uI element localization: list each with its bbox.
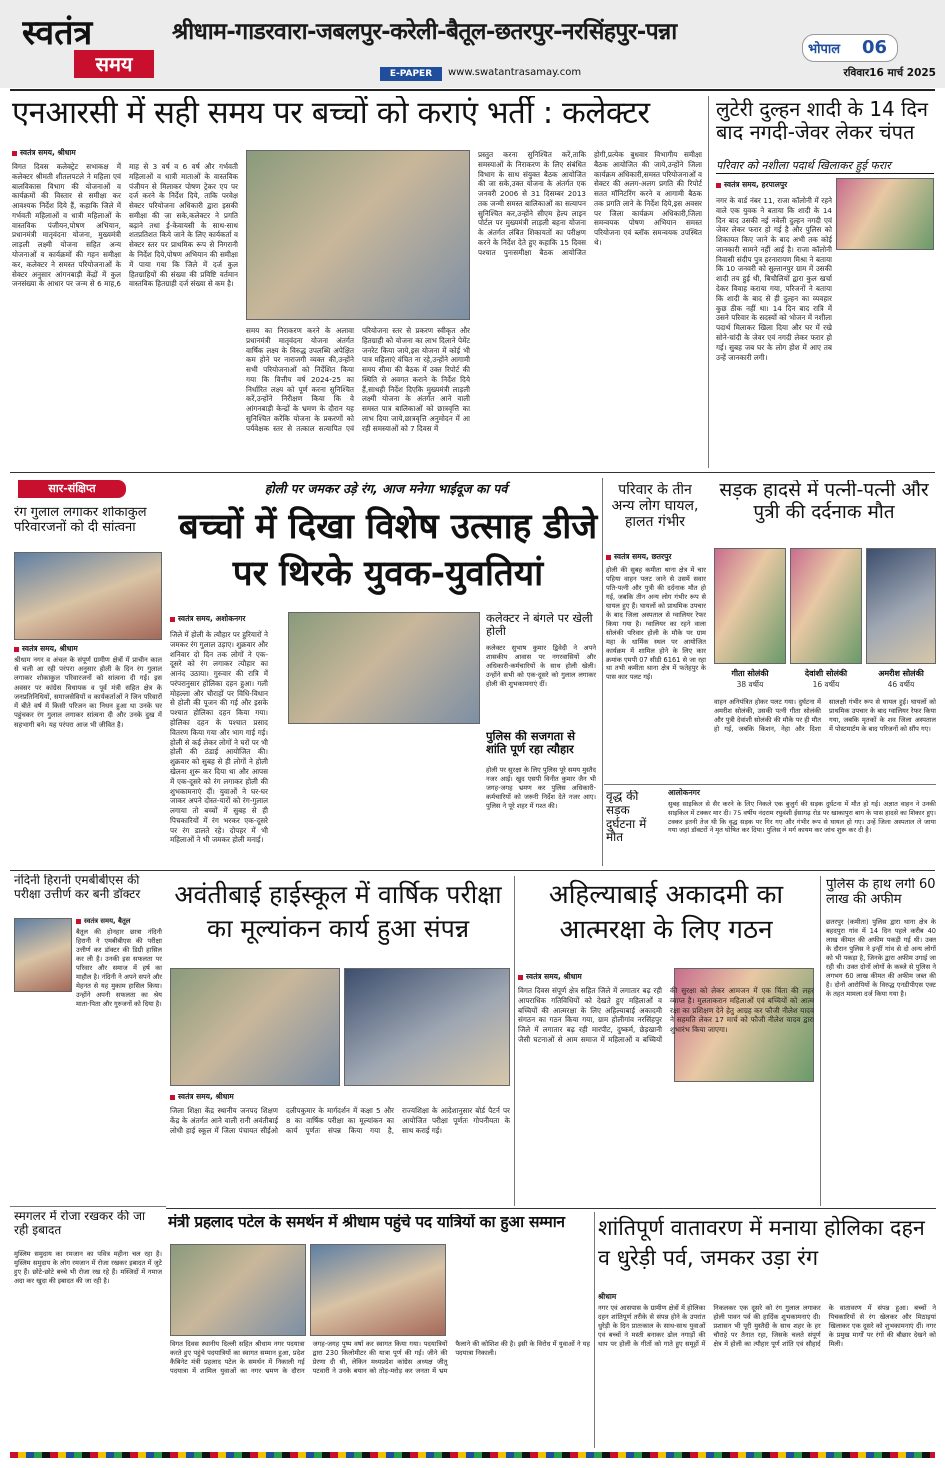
prahlad-photo-2 xyxy=(310,1244,446,1336)
victim-name-3: अमरीश सोलंकी xyxy=(878,669,924,678)
route-banner: श्रीधाम-गाडरवारा-जबलपुर-करेली-बैतूल-छतरपुर-नरसिंहपुर-पन्ना xyxy=(172,19,677,45)
vridh-byline: आलोकनगर xyxy=(668,788,700,797)
victim-name-2: देवांशी सोलंकी xyxy=(804,669,848,678)
holi-headline: बच्चों में दिखा विशेष उत्साह डीजे पर थिरके युवक-युवतियां xyxy=(178,507,598,595)
logo-top: स्वतंत्र xyxy=(22,13,93,50)
issue-date: रविवार16 मार्च 2025 xyxy=(843,67,936,79)
avanti-text: जिला शिक्षा केंद्र स्थानीय जनपद शिक्षण केंद्र के अंतर्गत आने वाली रानी अवंतीबाई लोधी हाई स्कूल में जिला पंचायत सीईओ दलीपकुमार के मार्गदर्शन में कक्षा 5 और 8 का वार्षिक परीक्षा का मूल्यांकन का कार्य पूर्णतः संपन्न किया गया है, राज्यशिक्षा के आदेशानुसार बोर्ड पैटर्न पर आयोजित परीक्षा पूर्णतः गोपनीयता के साथ कराई गई। xyxy=(170,1106,510,1135)
saar-byline: स्वतंत्र समय, श्रीधाम xyxy=(14,644,162,656)
avanti-headline: अवंतीबाई हाईस्कूल में वार्षिक परीक्षा का मूल्यांकन कार्य हुआ संपन्न xyxy=(174,880,502,943)
afim-headline: पुलिस के हाथ लगी 60 लाख की अफीम xyxy=(826,878,936,907)
site-url[interactable]: www.swatantrasamay.com xyxy=(448,67,582,78)
afim-text: छतरपुर (कमीता) पुलिस द्वारा थाना क्षेत्र के बहदपुरा गांव में 14 दिन पहले करीब 40 लाख कीमत की अफीम पकड़ी गई थी। उक्त के दौरान पुलिस ने इन्हीं गांव से दो अन्य लोगों को भी पकड़ा है, जिनके द्वारा अफीम उगाई जा रही थी। उक्त दोनों लोगों के कब्जे से पुलिस ने लगभग 60 लाख कीमत की अफीम जब्त की है। दोनों आरोपियों के विरुद्ध एनडीपीएस एक्ट के तहत मामला दर्ज किया गया है। xyxy=(826,918,936,998)
lead-text-a: विगत दिवस कलेक्ट्रेट सभाकक्ष में कलेक्टर श्रीमती शीतलपटले ने महिला एवं बालविकास विभाग की योजनाओं व कार्यक्रमों की विस्तार से समीक्षा कर आवश्यक निर्देश दिये हैं, कहाकि जिले में गर्भवती महिलाओं व धात्री महिलाओं के वास्तविक पंजीयन,पोषण अभियान, प्रधानमंत्री मातृवंदना योजना, मुख्यमंत्री लाड़ली लक्ष्मी योजना सहित अन्य योजनाओं व कार्यक्रमों की गहन समीक्षा कर, कलेक्टर ने समस्त परियोजनाओं के सेक्टर अनुसार आंगनबाड़ी केंद्रों में कुल जनसंख्या के आधार पर जन्म से 6 माह,6 माह से 3 वर्ष व 6 वर्ष और गर्भवती महिलाओं व धात्री माताओं के वास्तविक पंजीयन से मिलाकर पोषण ट्रेकर एप पर दर्ज करने के निर्देश दिये, ताकि परवेक्ष सेक्टर परियोजना अधिकारी द्वारा इसकी समीक्षा की जा सके,कलेक्टर ने प्रगति बढ़ाने तथा ई-केवायसी के साथ-साथ शतप्रतिशत किये जाने के लिए कार्यकर्ता व सेक्टर स्तर पर प्राथमिक रूप से निगरानी के निर्देश दिये,पोषण अभियान की समीक्षा में पाया गया कि जिले में दर्ज कुल हितग्राहियों की संख्या की प्रविष्टि वर्तमान वास्तविक हितग्राही दर्ज संख्या से कम है। xyxy=(12,162,238,289)
dulhan-subhead: परिवार को नशीला पदार्थ खिलाकर हुई फरार xyxy=(716,158,934,174)
vridh-text: सुबह साइकिल से सैर करने के लिए निकले एक बुजुर्ग की सड़क दुर्घटना में मौत हो गई। अज्ञात वाहन ने उनकी साइकिल में टक्कर मार दी। 75 वर्षीय नंदराम रघुवंशी ईसागढ़ रोड पर खाकापुरा बाग के पास हादसे का शिकार हुए। टक्कर इतनी तेज थी कि वृद्ध सड़क पर गिर गए और गंभीर रूप से घायल हो गए। उन्हें जिला अस्पताल ले जाया गया जहां डॉक्टरों ने मृत घोषित कर दिया। पुलिस ने मर्ग कायम कर जांच शुरू कर दी है। xyxy=(668,800,936,835)
bottom-color-strip xyxy=(10,1452,935,1458)
lead-meeting-photo xyxy=(246,150,470,320)
dulhan-headline: लुटेरी दुल्हन शादी के 14 दिन बाद नगदी-जेवर लेकर चंपत xyxy=(716,98,929,144)
vridh-headline: वृद्ध की सड़क दुर्घटना में मौत xyxy=(606,790,647,845)
dulhan-couple-photo xyxy=(836,178,934,250)
parivar-byline: स्वतंत्र समय, छतरपुर xyxy=(606,552,710,564)
shanti-byline: श्रीधाम xyxy=(598,1292,617,1301)
victim-age-1: 38 वर्षीय xyxy=(736,680,764,689)
prahlad-photo-1 xyxy=(170,1244,306,1336)
holi-byline: स्वतंत्र समय, अशोकनगर xyxy=(170,614,330,626)
lead-headline: एनआरसी में सही समय पर बच्चों को कराएं भर्ती : कलेक्टर xyxy=(12,96,650,131)
victim-age-2: 16 वर्षीय xyxy=(812,680,840,689)
avanti-photo-2 xyxy=(344,968,510,1086)
lead-text-b: समय का निराकरण करने के अलावा प्रधानमंत्री मातृवंदना योजना अंतर्गत वार्षिक लक्ष्य के विरुद्ध उपलब्धि अपेक्षित कम होने पर नाराजगी व्यक्त की,उन्होंने सभी परियोजनाओं को निर्देशित किया गया कि वित्तीय वर्ष 2024-25 का निर्धारित लक्ष्य को पूर्ण करना सुनिश्चित करें,उन्होंने निरीक्षण किया कि वे आंगनबाड़ी केन्द्रों के भ्रमण के दौरान यह सुनिश्चित करेंकि योजना के प्रकरणों को पर्यवेक्षक स्तर से तत्काल सत्यापित एवं परियोजना स्तर से प्रकरण स्वीकृत और हितग्राही को योजना का लाभ दिलाने पेमेंट जनरेट किया जाये,इस योजना में कोई भी पात्र महिलाएं वंचित ना रहे,उन्होंने आगामी समय सीमा की बैठक में उक्त रिपोर्ट की स्थिति से अवगत कराने के निर्देश दिये हैं,साथही निर्देश दिएकि मुख्यमंत्री लाड़ली लक्ष्मी योजना के अंतर्गत आने वाली समस्त पात्र बालिकाओं को छात्रवृत्ति का लाभ दिया जाये,छात्रवृत्ति अनुमोदन में आ रही समस्याओं को 7 दिवस में xyxy=(246,326,470,433)
victim-name-1: गीता सोलंकी xyxy=(731,669,769,678)
shanti-headline: शांतिपूर्ण वातावरण में मनाया होलिका दहन व धुरेड़ी पर्व, जमकर उड़ा रंग xyxy=(598,1216,925,1272)
saar-photo xyxy=(14,552,162,640)
holi-text: जिले में होली के त्यौहार पर हुरियारों ने जमकर रंग गुलाल उड़ाए। शुक्रवार और शनिवार दो दिन तक लोगों ने एक-दूसरे को रंग लगाकर त्यौहार का आनंद उठाया। गुरुवार की रात्रि में परंपरानुसार होलिका दहन हुआ। गली मोहल्ला और चौराहों पर विधि-विधान से होली की पूजन की गई और इसके पश्चात होलिका दहन किया गया। होलिका दहन के पश्चात प्रसाद वितरण किया गया और भाग गाई गई। होली से कई लेकर लोगों ने घरों पर भी होली की ठंडाई आयोजित की। शुक्रवार को सुबह से ही लोगों ने होली खेलना शुरू कर दिया था और आपस में एक-दूसरे को रंग लगाकर होली की शुभकामनाएं दीं। युवाओं ने घर-घर जाकर अपने दोस्त-यारों को रंग-गुलाल लगाया तो बच्चों में सुबह से ही पिचकारियों में रंग भरकर एक-दूसरे पर रंग डालते रहे। दोपहर में भी महिलाओं ने भी जमकर होली मनाई। xyxy=(170,630,268,845)
nandini-headline: नंदिनी हिरानी एमबीबीएस की परीक्षा उत्तीर्ण कर बनी डॉक्टर xyxy=(14,874,141,901)
police-holi-headline: पुलिस की सजगता से शांति पूर्ण रहा त्यौहार xyxy=(486,730,575,757)
victim-age-3: 46 वर्षीय xyxy=(887,680,915,689)
smuggler-headline: स्मगलर में रोजा रखकर की जा रही इबादत xyxy=(14,1210,146,1237)
saar-label: सार-संक्षिप्त xyxy=(18,480,126,498)
prahlad-text: विगत दिवस स्थानीय दिल्ली सहित श्रीधाम नगर पदयात्रा करते हुए पहुंचे पदयात्रियों का स्वागत सम्मान हुआ, प्रदेश कैबिनेट मंत्री प्रहलाद पटेल के समर्थन में निकाली गई पदयात्रा में शामिल युवाओं का नगर भ्रमण के दौरान जगह-जगह पुष्प वर्षा कर स्वागत किया गया। पदयात्रियों द्वारा 230 किलोमीटर की यात्रा पूर्ण की गई। जीने की प्रेरणा दी थी, लेकिन मध्यप्रदेश कांग्रेस अध्यक्ष जीतू पटवारी ने उनके बयान को तोड़-मरोड़ कर जनता में भ्रम फैलाने की कोशिश की है। इसी के विरोध में युवाओं ने यह पदयात्रा निकाली। xyxy=(170,1340,590,1375)
smuggler-text: मुस्लिम समुदाय का रमजान का पवित्र महीना चल रहा है। मुस्लिम समुदाय के लोग रमजान में रोजा रखकर इबादत में जुटे हुए हैं। छोटे-छोटे बच्चे भी रोजा रख रहे हैं। मस्जिदों में नमाज अदा कर खुदा की इबादत की जा रही है। xyxy=(14,1250,162,1285)
accident-photo-1 xyxy=(714,548,786,664)
saar-headline: रंग गुलाल लगाकर शोकाकुल परिवारजनों को दी सांत्वना xyxy=(14,506,147,535)
edition-label: भोपाल xyxy=(808,42,841,57)
nandini-photo xyxy=(14,918,72,992)
dulhan-byline: स्वतंत्र समय, हरपालपुर xyxy=(716,180,836,192)
avanti-byline: स्वतंत्र समय, श्रीधाम xyxy=(170,1092,330,1104)
collector-holi-headline: कलेक्टर ने बंगले पर खेली होली xyxy=(486,612,593,639)
nandini-text: बैतूल की होनहार छात्रा नंदिनी हिरानी ने एमबीबीएस की परीक्षा उत्तीर्ण कर डॉक्टर की डिग्री हासिल कर ली है। उनकी इस सफलता पर परिवार और समाज में हर्ष का माहौल है। नंदिनी ने अपने सपने और मेहनत से यह मुकाम हासिल किया। उन्होंने अपनी सफलता का श्रेय माता-पिता और गुरुजनों को दिया है। xyxy=(76,928,162,1008)
prahlad-headline: मंत्री प्रहलाद पटेल के समर्थन में श्रीधाम पहुंचे पद यात्रियों का हुआ सम्मान xyxy=(168,1214,565,1231)
lead-byline: स्वतंत्र समय, श्रीधाम xyxy=(12,148,192,160)
accident-text: वाहन अनियंत्रित होकर पलट गया। दुर्घटना में अमरीश सोलंकी, उसकी पत्नी गीता सोलंकी और पुत्री देवांशी सोलंकी की मौके पर ही मौत हो गई, जबकि किशन, नेहा और दिशा सालक्षी गंभीर रूप से घायल हुईं। घायलों को प्राथमिक उपचार के बाद ग्वालियर रेफर किया गया, जबकि मृतकों के शव जिला अस्पताल में पोस्टमार्टम के बाद परिजनों को सौंप गए। xyxy=(714,698,936,733)
dulhan-text: नगर के वार्ड नंबर 11, राजा कॉलोनी में रहने वाले एक युवक ने बताया कि शादी के 14 दिन बाद उसकी नई नवेली दुल्हन नगदी एवं जेवर लेकर फरार हो गई है और पुलिस को शिकायत किए जाने के बाद अभी तक कोई जानकारी सामने नहीं आई है। राजा कॉलोनी निवासी संदीप पुत्र हरनारायण मिश्रा ने बताया कि 10 जनवरी को सुल्तानपुर ग्राम में उसकी शादी तय हुई थी, बिचौलियों द्वारा कुल खर्चा देकर विवाह कराया गया, परिजनों ने बताया कि शादी के बाद से ही दुल्हन का व्यवहार कुछ ठीक नहीं था। 14 दिन बाद रात्रि में उसने परिवार के सदस्यों को भोजन में नशीला पदार्थ मिलाकर खिला दिया और घर में रखे सोने-चांदी के जेवर एवं नगदी लेकर फरार हो गई। सुबह जब घर के लोग होश में आए तब उन्हें जानकारी लगी। xyxy=(716,196,832,362)
nandini-byline: स्वतंत्र समय, बैतूल xyxy=(76,916,162,928)
logo-bottom: समय xyxy=(74,50,154,78)
accident-photo-2 xyxy=(790,548,862,664)
shanti-text: नगर एवं आसपास के ग्रामीण क्षेत्रों में होलिका दहन शांतिपूर्ण तरीके से संपन्न होने के उपरांत धुरेड़ी के दिन प्रातःकाल के साथ-साथ युवाओं एवं बच्चों ने मस्ती बनाकर ढोल नगाड़ों की थाप पर होली के गीतों को गाते हुए समूहों में निकलकर एक दूसरे को रंग गुलाल लगाकर होली पावन पर्व की हार्दिक शुभकामनाएं दी। प्रशासन भी पूरी मुस्तैदी के साथ शहर के हर चौराहे पर तैनात रहा, जिसके चलते संपूर्ण क्षेत्र में होली का त्यौहार पूर्ण शांति एवं सौहार्द के वातावरण में संपन्न हुआ। बच्चों ने पिचकारियों से रंग खेलकर और मिठाइयां खिलाकर एक दूसरे को शुभकामनाएं दीं। नगर के प्रमुख मार्गों पर रंगों की बौछार देखने को मिली। xyxy=(598,1304,936,1348)
epaper-tag: E-PAPER xyxy=(380,67,442,81)
collector-holi-text: कलेक्टर सुभाष कुमार द्विवेदी ने अपने शासकीय आवास पर नगरवासियों और अधिकारी-कर्मचारियों के साथ होली खेली। उन्होंने सभी को एक-दूसरे को गुलाल लगाकर होली की शुभकामनाएं दीं। xyxy=(486,644,596,688)
saar-text: श्रीधाम नगर व अंचल के संपूर्ण ग्रामीण क्षेत्रों में प्राचीन काल से चली आ रही परंपरा अनुसार होली के दिन रंग गुलाल लगाकर शोकाकुल परिवारजनों को सांत्वना दी गई। इस अवसर पर कांग्रेस विधायक व पूर्व मंत्री सहित क्षेत्र के जनप्रतिनिधियों, समाजसेवियों व कार्यकर्ताओं ने जिन परिवारों में बीते वर्ष में किसी परिजन का निधन हुआ था उनके घर पहुंचकर रंग गुलाल लगाकर सांत्वना दी और उनके दुख में सहभागी बने। यह परंपरा आज भी जीवित है। xyxy=(14,656,162,729)
accident-headline: सड़क हादसे में पत्नी-पत्नी और पुत्री की दर्दनाक मौत xyxy=(719,480,929,523)
page-number: 06 xyxy=(862,37,888,58)
ahilya-byline: स्वतंत्र समय, श्रीधाम xyxy=(518,972,668,984)
holi-banner: होली पर जमकर उड़े रंग, आज मनेगा भाईदूज का पर्व xyxy=(264,481,508,496)
prahlad-text-side xyxy=(452,1244,590,1336)
parivar-headline: परिवार के तीन अन्य लोग घायल, हालत गंभीर xyxy=(611,482,699,531)
parivar-text: होली की सुबह कमीता थाना क्षेत्र में चार पहिया वाहन पलट जाने से उसमें सवार पति-पत्नी और पुत्री की दर्दनाक मौत हो गई, जबकि तीन अन्य लोग गंभीर रूप से घायल हुए हैं। घायलों को प्राथमिक उपचार के बाद जिला अस्पताल से ग्वालियर रेफर किया गया है। ग्वालियर का रहने वाला सोलंकी परिवार होली के मौके पर ग्राम महा के धार्मिक स्थल पर आयोजित कार्यक्रम में शामिल होने के लिए कार क्रमांक एमपी 07 सीडी 6161 से जा रहा था तभी कमीता थाना क्षेत्र में फतेहपुर के पास कार पलट गई। xyxy=(606,566,706,682)
avanti-photo-1 xyxy=(170,968,340,1086)
police-holi-text: होली पर सुरक्षा के लिए पुलिस पूरे समय मुस्तैद नजर आई। खुद एसपी विनीत कुमार जैन भी जगह-जगह भ्रमण कर पुलिस अधिकारी-कर्मचारियों को जरूरी निर्देश देते नजर आए। पुलिस ने पूरे शहर में गश्त की। xyxy=(486,766,596,810)
ahilya-headline: अहिल्याबाई अकादमी का आत्मरक्षा के लिए गठन xyxy=(548,880,784,946)
ahilya-text: विगत दिवस संपूर्ण क्षेत्र सहित जिले में लगातार बढ़ रही आपराधिक गतिविधियों को देखते हुए महिलाओं व बच्चियों की आत्मरक्षा के लिए अहिल्याबाई अकादमी संगठन का गठन किया गया, ग्राम होलीगांव नरसिंहपुर जिले में लगातार बढ़ रही मारपीट, दुष्कर्म, छेड़खानी जैसी घटनाओं से आम समाज में महिलाओं व बच्चियों की सुरक्षा को लेकर आमजन में एक चिंता की लहर व्याप्त है। मुलताकरान महिलाओं एवं बच्चियों को आत्म रक्षा का प्रशिक्षण देने हेतु आग्रह कर फौजी नीलेश यादव ने सहमति लेकर 17 मार्च को फौजी नीलेश यादव द्वारा शुभारंभ किया जाएगा। xyxy=(518,986,814,1044)
dulhan-text-2 xyxy=(836,256,934,466)
lead-text-c: प्रस्तुत करना सुनिश्चित करें,ताकि समस्याओं के निराकरण के लिए संबंधित विभाग के साथ संयुक्त बैठक आयोजित की जा सके,उक्त योजना के अंतर्गत एक जनवरी 2006 से 31 दिसम्बर 2013 तक जन्मी समस्त बालिकाओं का सत्यापन सुनिश्चित कर,उन्होंने सीएम हेल्प लाइन पोर्टल पर मुख्यमंत्री लाड़ली बहना योजना के अंतर्गत लंबित शिकायतों का परीक्षण करने के निर्देश देते हुए कहाकि 15 दिवस पश्चात पुनःसमीक्षा बैठक आयोजित होगी,प्रत्येक बुधवार विभागीय समीक्षा बैठक आयोजित की जाये,उन्होंने जिला कार्यक्रम अधिकारी,समस्त परियोजनाओं व सेक्टर की अलग-अलग प्रगति की रिपोर्ट सतत मॉनिटरिंग करने व आगामी बैठक तक प्रगति लाने के निर्देश दिये,इस अवसर पर जिला कार्यक्रम अधिकारी,जिला समन्वयक पोषण अभियान समस्त परियोजना एवं ब्लॉक समन्वयक उपस्थित थे। xyxy=(478,150,702,257)
accident-photo-3 xyxy=(866,548,936,664)
